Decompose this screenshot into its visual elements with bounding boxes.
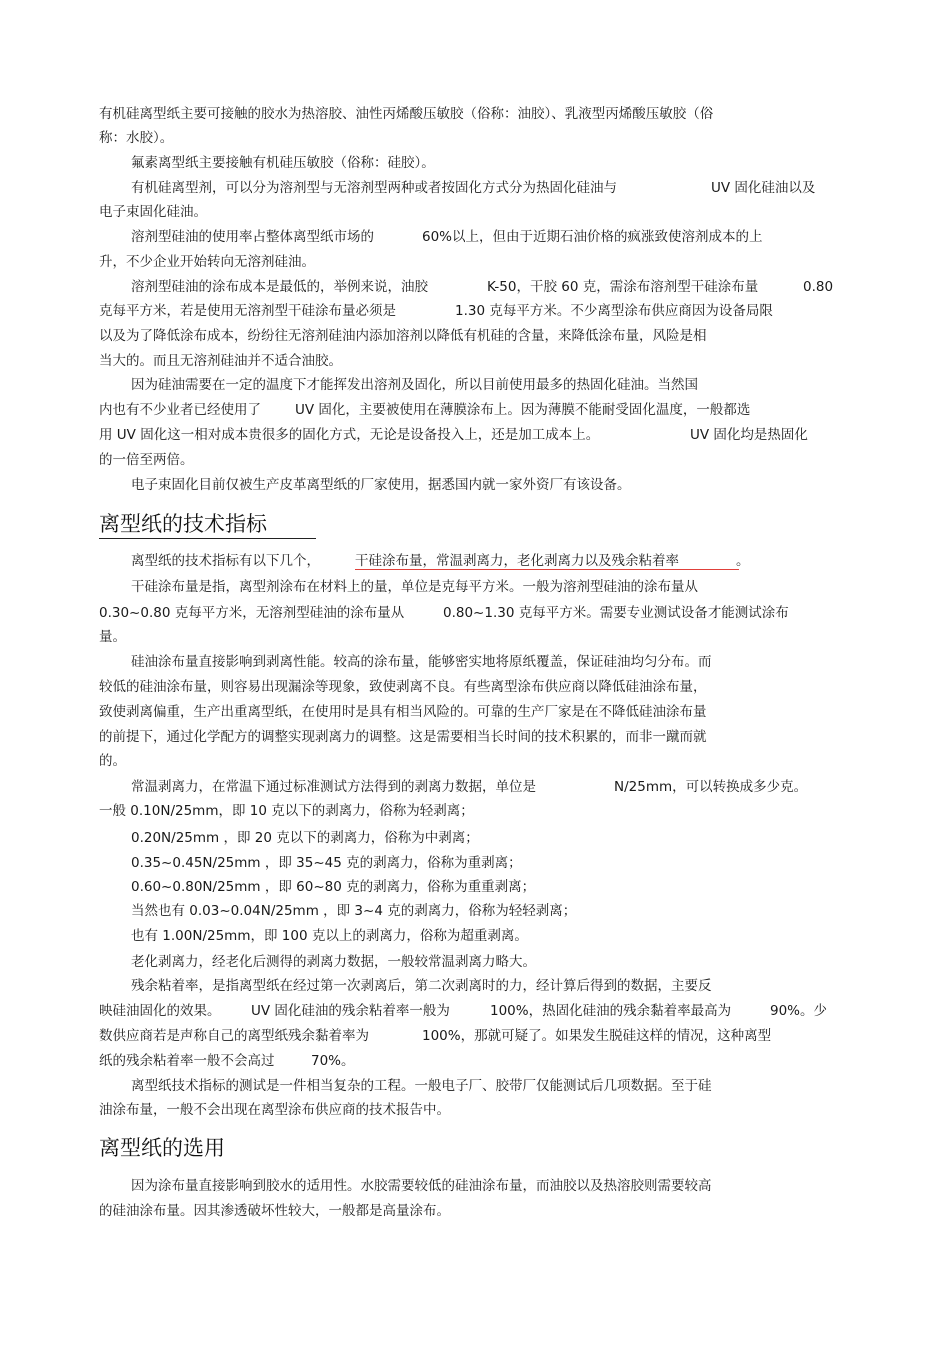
paragraph-line: 有机硅离型剂，可以分为溶剂型与无溶剂型两种或者按固化方式分为热固化硅油与 — [131, 180, 617, 196]
paragraph-line: 0.60~0.80N/25mm ，即 60~80 克的剥离力，俗称为重重剥离； — [131, 879, 536, 895]
paragraph-line: 致使剥离偏重，生产出重离型纸，在使用时是具有相当风险的。可靠的生产厂家是在不降低硅油涂布量 — [99, 704, 707, 720]
paragraph-line: 因为硅油需要在一定的温度下才能挥发出溶剂及固化，所以目前使用最多的热固化硅油。当然国 — [131, 377, 698, 393]
paragraph-line: 升，不少企业开始转向无溶剂硅油。 — [99, 254, 315, 270]
red-underline-annotation — [355, 569, 739, 570]
paragraph-line: 100%，那就可疑了。如果发生脱硅这样的情况，这种离型 — [422, 1028, 772, 1044]
paragraph-line: 硅油涂布量直接影响到剥离性能。较高的涂布量，能够密实地将原纸覆盖，保证硅油均匀分布。而 — [131, 654, 712, 670]
paragraph-line: 映硅油固化的效果。 — [99, 1003, 221, 1019]
paragraph-line: 称：水胶）。 — [99, 130, 174, 146]
section-heading-technical-indicators: 离型纸的技术指标 — [99, 512, 267, 536]
paragraph-line: 的前提下，通过化学配方的调整实现剥离力的调整。这是需要相当长时间的技术积累的，而非一蹴而就 — [99, 729, 707, 745]
paragraph-line: UV 固化硅油以及 — [711, 180, 816, 196]
paragraph-line: 纸的残余粘着率一般不会高过 — [99, 1053, 275, 1069]
paragraph-line: 常温剥离力，在常温下通过标准测试方法得到的剥离力数据，单位是 — [131, 779, 536, 795]
paragraph-line: 数供应商若是声称自己的离型纸残余黏着率为 — [99, 1028, 369, 1044]
paragraph-line: 用 UV 固化这一相对成本贵很多的固化方式，无论是设备投入上，还是加工成本上。 — [99, 427, 600, 443]
paragraph-line: 溶剂型硅油的涂布成本是最低的，举例来说，油胶 — [131, 279, 428, 295]
paragraph-line: 油涂布量，一般不会出现在离型涂布供应商的技术报告中。 — [99, 1102, 450, 1118]
paragraph-line: 因为涂布量直接影响到胶水的适用性。水胶需要较低的硅油涂布量，而油胶以及热溶胶则需要较高 — [131, 1178, 712, 1194]
paragraph-line: 电子束固化硅油。 — [99, 204, 207, 220]
paragraph-line: UV 固化硅油的残余粘着率一般为 — [251, 1003, 450, 1019]
paragraph-line: 离型纸的技术指标有以下几个， — [131, 553, 320, 569]
paragraph-line: 60%以上，但由于近期石油价格的疯涨致使溶剂成本的上 — [422, 229, 763, 245]
paragraph-line: 的。 — [99, 753, 126, 769]
paragraph-line: 以及为了降低涂布成本，纷纷往无溶剂硅油内添加溶剂以降低有机硅的含量，来降低涂布量，风险是相 — [99, 328, 707, 344]
paragraph-line: K-50，干胶 60 克，需涂布溶剂型干硅涂布量 — [487, 279, 759, 295]
paragraph-line: 电子束固化目前仅被生产皮革离型纸的厂家使用，据悉国内就一家外资厂有该设备。 — [131, 477, 631, 493]
section-heading-selection: 离型纸的选用 — [99, 1136, 225, 1160]
paragraph-line: 干硅涂布量是指，离型剂涂布在材料上的量，单位是克每平方米。一般为溶剂型硅油的涂布量从 — [131, 579, 698, 595]
paragraph-line: 一般 0.10N/25mm，即 10 克以下的剥离力，俗称为轻剥离； — [99, 803, 474, 819]
paragraph-line: 1.30 克每平方米。不少离型涂布供应商因为设备局限 — [455, 303, 773, 319]
paragraph-line: 0.35~0.45N/25mm ，即 35~45 克的剥离力，俗称为重剥离； — [131, 855, 522, 871]
paragraph-line: 内也有不少业者已经使用了 — [99, 402, 261, 418]
paragraph-line: 残余粘着率，是指离型纸在经过第一次剥离后，第二次剥离时的力，经计算后得到的数据，主要反 — [131, 978, 712, 994]
heading-underline — [99, 538, 316, 539]
paragraph-line: 氟素离型纸主要接触有机硅压敏胶（俗称：硅胶）。 — [131, 155, 435, 171]
highlighted-indicator-list: 干硅涂布量，常温剥离力，老化剥离力以及残余粘着率 — [355, 553, 679, 569]
paragraph-line: 。 — [736, 553, 750, 569]
paragraph-line: 70%。 — [311, 1053, 355, 1069]
paragraph-line: 0.80~1.30 克每平方米。需要专业测试设备才能测试涂布 — [443, 605, 789, 621]
paragraph-line: UV 固化均是热固化 — [690, 427, 808, 443]
paragraph-line: UV 固化，主要被使用在薄膜涂布上。因为薄膜不能耐受固化温度，一般都选 — [295, 402, 751, 418]
paragraph-line: 有机硅离型纸主要可接触的胶水为热溶胶、油性丙烯酸压敏胶（俗称：油胶）、乳液型丙烯酸压敏胶（俗 — [99, 106, 714, 122]
paragraph-line: 老化剥离力，经老化后测得的剥离力数据，一般较常温剥离力略大。 — [131, 954, 536, 970]
paragraph-line: 0.20N/25mm ，即 20 克以下的剥离力，俗称为中剥离； — [131, 830, 479, 846]
paragraph-line: 量。 — [99, 629, 126, 645]
paragraph-line: 克每平方米，若是使用无溶剂型干硅涂布量必须是 — [99, 303, 396, 319]
paragraph-line: 当然也有 0.03~0.04N/25mm ，即 3~4 克的剥离力，俗称为轻轻剥离； — [131, 903, 577, 919]
paragraph-line: 90%。少 — [770, 1003, 828, 1019]
paragraph-line: 的硅油涂布量。因其渗透破坏性较大，一般都是高量涂布。 — [99, 1203, 450, 1219]
paragraph-line: 当大的。而且无溶剂硅油并不适合油胶。 — [99, 353, 342, 369]
paragraph-line: 也有 1.00N/25mm，即 100 克以上的剥离力，俗称为超重剥离。 — [131, 928, 528, 944]
paragraph-line: 0.30~0.80 克每平方米，无溶剂型硅油的涂布量从 — [99, 605, 405, 621]
paragraph-line: N/25mm，可以转换成多少克。 — [614, 779, 808, 795]
paragraph-line: 0.80 — [803, 279, 834, 295]
paragraph-line: 离型纸技术指标的测试是一件相当复杂的工程。一般电子厂、胶带厂仅能测试后几项数据。至于硅 — [131, 1078, 712, 1094]
paragraph-line: 的一倍至两倍。 — [99, 452, 194, 468]
paragraph-line: 较低的硅油涂布量，则容易出现漏涂等现象，致使剥离不良。有些离型涂布供应商以降低硅油涂布量， — [99, 679, 707, 695]
paragraph-line: 100%，热固化硅油的残余黏着率最高为 — [490, 1003, 732, 1019]
paragraph-line: 溶剂型硅油的使用率占整体离型纸市场的 — [131, 229, 374, 245]
